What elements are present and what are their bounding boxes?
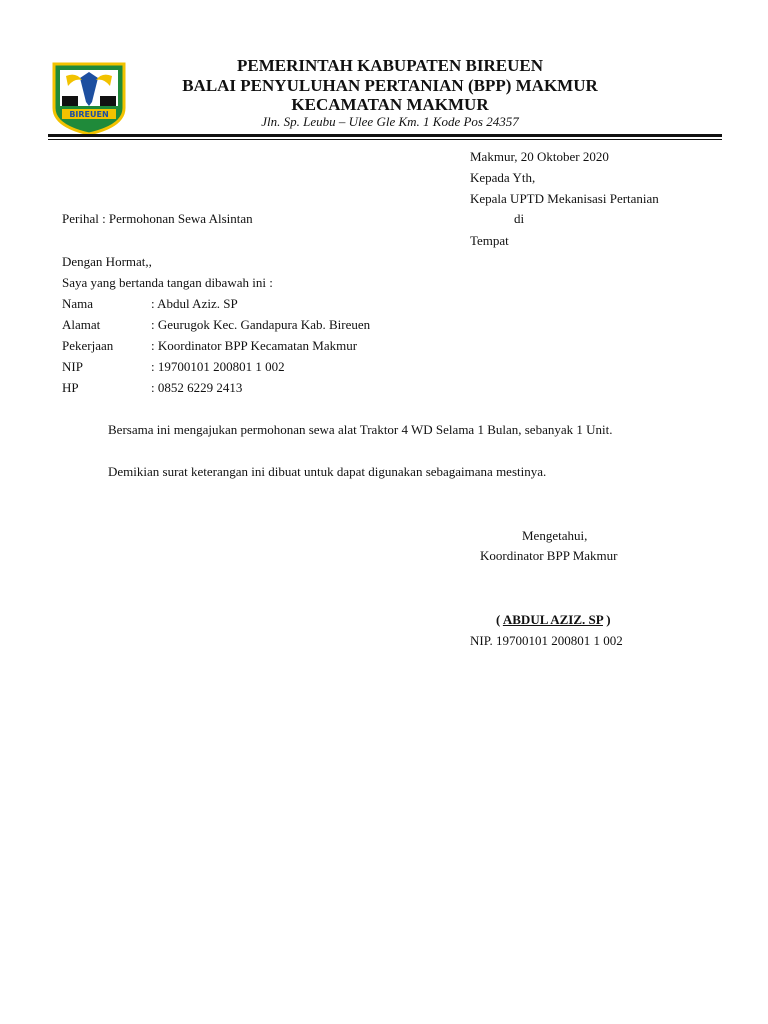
identity-label-nama: Nama (62, 296, 94, 311)
logo-caption: BIREUEN (69, 110, 109, 119)
letter-body-request: Bersama ini mengajukan permohonan sewa alat Traktor 4 WD Selama 1 Bulan, sebanyak 1 Unit. (108, 422, 613, 437)
signature-name-line (496, 612, 611, 628)
letter-date: Makmur, 20 Oktober 2020 (470, 149, 609, 164)
letterhead-line-1: PEMERINTAH KABUPATEN BIREUEN (236, 56, 544, 75)
recipient-di: di (514, 211, 525, 226)
identity-value-pekerjaan: : Koordinator BPP Kecamatan Makmur (151, 338, 358, 353)
signature-open-paren: ( (496, 612, 503, 627)
letter-greeting: Dengan Hormat,, (62, 254, 152, 269)
identity-value-nama: : Abdul Aziz. SP (151, 296, 238, 311)
letter-subject: Perihal : Permohonan Sewa Alsintan (62, 211, 253, 226)
identity-label-nip: NIP (62, 359, 83, 374)
signature-known: Mengetahui, (522, 528, 588, 543)
letterhead-address: Jln. Sp. Leubu – Ulee Gle Km. 1 Kode Pos 24357 (261, 114, 519, 129)
letter-body-closing: Demikian surat keterangan ini dibuat untuk dapat digunakan sebagaimana mestinya. (108, 464, 547, 479)
letterhead-rule-thin (48, 139, 722, 140)
recipient-place: Tempat (470, 233, 509, 248)
identity-label-hp: HP (62, 380, 79, 395)
bireuen-logo-icon (48, 56, 130, 136)
identity-label-alamat: Alamat (62, 317, 101, 332)
recipient-name: Kepala UPTD Mekanisasi Pertanian (470, 191, 659, 206)
identity-label-pekerjaan: Pekerjaan (62, 338, 114, 353)
letterhead-line-3: KECAMATAN MAKMUR (291, 95, 489, 114)
signature-name: ABDUL AZIZ. SP (502, 612, 603, 627)
recipient-kepada: Kepada Yth, (470, 170, 536, 185)
letterhead-rule-thick (48, 134, 722, 137)
signature-close-paren: ) (602, 612, 611, 627)
identity-value-nip: : 19700101 200801 1 002 (151, 359, 285, 374)
identity-value-alamat: : Geurugok Kec. Gandapura Kab. Bireuen (151, 317, 371, 332)
signature-title: Koordinator BPP Makmur (480, 548, 618, 563)
identity-value-hp: : 0852 6229 2413 (151, 380, 243, 395)
letterhead-line-2: BALAI PENYULUHAN PERTANIAN (BPP) MAKMUR (182, 76, 598, 95)
letter-intro: Saya yang bertanda tangan dibawah ini : (62, 275, 273, 290)
signature-nip: NIP. 19700101 200801 1 002 (470, 633, 623, 648)
